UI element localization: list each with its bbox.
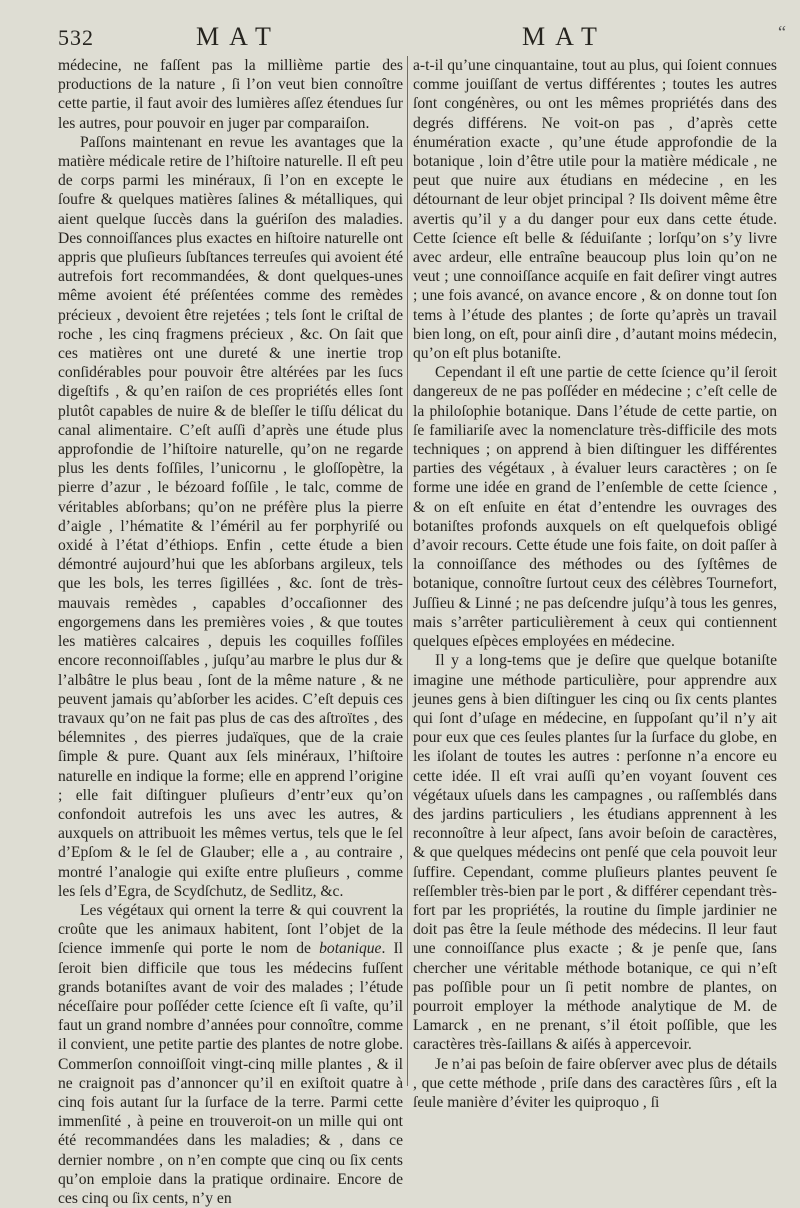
paragraph [413,651,777,1054]
paragraph-text: Cependant il eſt une partie de cette ſcience qu’il ſeroit dangereux de ne pas poſſéder en médecine ; c’eſt celle de la philoſophie botanique. Dans l’étude de cette partie, on ſe familiariſe avec la nomenclature très-difficile des mots techniques ; on apprend à bien diſtinguer les différentes parties des végétaux , à évaluer leurs caractères ; on ſe forme une idée en grand de l’enſemble de cette ſcience , & on eſt enſuite en état d’entendre les ouvrages des botaniſtes profonds auxquels on eſt quelquefois obligé d’avoir recours. Cette étude une fois faite, on doit paſſer à la connoiſſance des méthodes ou des ſyſtêmes de botanique, connoître ſurtout ceux des célèbres Tournefort, Juſſieu & Linné ; ne pas deſcendre juſqu’à tous les genres, mais s’arrêter particulièrement à ceux qui contiennent quelques eſpèces employées en médecine. [413,364,777,651]
paragraph-text: a-t-il qu’une cinquantaine, tout au plus, qui ſoient connues comme jouiſſant de vertus différentes ; toutes les autres ſont congénères, ou ont les mêmes propriétés dans des degrés différens. Ne voit-on pas , d’après cette énumération exacte , qu’une étude approfondie de la botanique , loin d’être utile pour la matière médicale , ne peut que nuire aux étudians en médecine , en les détournant de leur objet principal ? Ils doivent même être avertis qu’il y a du danger pour eux dans cette étude. Cette ſcience eſt belle & ſéduiſante ; lorſqu’on s’y livre avec ardeur, elle entraîne beaucoup plus loin qu’on ne veut ; une connoiſſance acquiſe en fait deſirer vingt autres ; une fois avancé, on avance encore , & on donne tout ſon tems à l’étude des plantes ; de ſorte qu’après un travail bien long, on eſt, pour ainſi dire , d’autant moins médecin, qu’on eſt plus botaniſte. [413,57,777,363]
paragraph [58,901,403,1208]
paragraph [413,56,777,363]
paragraph [413,363,777,651]
left-text-column [58,56,403,1207]
left-running-title: MAT [196,22,281,51]
column-divider [407,56,408,1086]
right-text-column [413,56,777,1111]
right-running-title: MAT [522,22,607,51]
italic-term: botanique [319,940,382,958]
paragraph-text: . Il ſeroit bien difficile que tous les médecins fuſſent grands botaniſtes avant de voir des malades ; l’étude néceſſaire pour poſſéder cette ſcience eſt ſi vaſte, qu’il faut un grand nombre d’années pour connoître, comme il convient, une petite partie des plantes de notre globe. Commerſon connoiſſoit vingt-cinq mille plantes , & il ne craignoit pas d’annoncer qu’il en exiſtoit quatre à cinq fois autant ſur la ſurface de la terre. Parmi cette immenſité , à peine en trouveroit-on un mille qui ont été recommandées dans les maladies; & , dans ce dernier nombre , on n’en compte que cinq ou ſix cents qu’on emploie dans la pratique ordinaire. Encore de ces cinq ou ſix cents, n’y en [58,940,403,1207]
paragraph-text: Paſſons maintenant en revue les avantages que la matière médicale retire de l’hiſtoire naturelle. Il eſt peu de corps parmi les minéraux, ſi l’on en excepte le ſoufre & quelques matières ſalines & métalliques, qui aient quelque ſuccès dans la guériſon des maladies. Des connoiſſances plus exactes en hiſtoire naturelle ont appris que pluſieurs ſubſtances terreuſes qui avoient été autrefois fort recommandées, & dont quelques-unes même avoient été préſentées comme des remèdes précieux , devoient être rejetées ; tels ſont le criſtal de roche , les cinq fragmens précieux , &c. On ſait que ces matières ont une dureté & une inertie trop conſidérables pour pouvoir être altérées par les ſucs digeſtifs , & qu’en raiſon de ces propriétés elles ſont plutôt capables de nuire & de bleſſer le tiſſu délicat du canal alimentaire. C’eſt auſſi d’après une étude plus approfondie de l’hiſtoire naturelle, qu’on ne regarde plus les dents foſſiles, l’unicornu , le gloſſopètre, la pierre d’azur , le bézoard foſſile , le talc, comme de véritables abſorbans; qu’on ne préfère plus la pierre d’aigle , l’hématite & l’éméril au fer porphyriſé ou oxidé à l’état d’éthiops. Enfin , cette étude a bien démontré aujourd’hui que les abſorbans argileux, tels que les bols, les terres ſigillées , &c. ſont de très-mauvais remèdes , capables d’occaſionner des engorgemens dans les premières voies , & que toutes les matières calcaires , depuis les coquilles foſſiles encore reconnoiſſables , juſqu’au marbre le plus dur & l’albâtre le plus beau , ſont de la même nature , & ne peuvent jamais qu’abſorber les acides. C’eſt depuis ces travaux qu’on ne fait pas plus de cas des aſtroïtes , des bélemnites , des pierres judaïques, que de la craie ſimple & pure. Quant aux ſels minéraux, l’hiſtoire naturelle en indique la forme; elle en apprend l’origine ; elle fait diſtinguer pluſieurs d’entr’eux qu’on confondoit autrefois les uns avec les autres, & auxquels on attribuoit les mêmes vertus, tels que le ſel d’Epſom & le ſel de Glauber; elle a , au contraire , montré l’analogie qui exiſte entre pluſieurs , comme les ſels d’Egra, de Scydſchutz, de Sedlitz, &c. [58,133,403,900]
page-number: 532 [58,25,94,50]
paragraph-text: Il y a long-tems que je deſire que quelque botaniſte imagine une méthode particulière, pour apprendre aux jeunes gens à bien diſtinguer les cinq ou ſix cents plantes qui ſont d’uſage en médecine, en ſuppoſant qu’il n’y ait pour eux que ces ſeules plantes ſur la ſurface du globe, en les iſolant de toutes les autres : perſonne n’a encore eu cette idée. Il eſt vrai auſſi qu’en voyant ſouvent ces végétaux uſuels dans les campagnes , ou raſſemblés dans des jardins particuliers , les étudians apprennent à les reconnoître à leur aſpect, ſans avoir beſoin de caractères, & que quelques médecins ont penſé que cela pouvoit leur ſuffire. Cependant, comme pluſieurs plantes peuvent ſe reſſembler très-bien par le port , & différer cependant très-fort par les propriétés, la routine du ſimple jardinier ne doit pas être la ſeule méthode des médecins. Il leur faut une connoiſſance plus exacte ; & je penſe que, ſans chercher une véritable méthode botanique, ce qui n’eſt pas poſſible pour un ſi petit nombre de plantes, on pourroit employer la méthode analytique de M. de Lamarck , en ne prenant, s’il étoit poſſible, que les caractères très-ſaillans & aiſés à appercevoir. [413,652,777,1054]
paragraph [413,1055,777,1113]
paragraph-text: médecine, ne faſſent pas la millième partie des productions de la nature , ſi l’on veut bien connoître cette partie, il faut avoir des lumières aſſez étendues ſur les autres, pour pouvoir en juger par comparaiſon. [58,57,403,132]
paragraph [58,133,403,901]
running-head [0,22,800,52]
paragraph [58,56,403,133]
corner-mark: “ [778,22,786,42]
paragraph-text: Les végétaux qui ornent la terre & qui couvrent la croûte que les animaux habitent, ſont l’objet de la ſcience immenſe qui porte le nom de [58,901,403,958]
paragraph-text: Je n’ai pas beſoin de faire obſerver avec plus de détails , que cette méthode , priſe dans des caractères ſûrs , eſt la ſeule manière d’éviter les quiproquo , ſi [413,1055,777,1111]
